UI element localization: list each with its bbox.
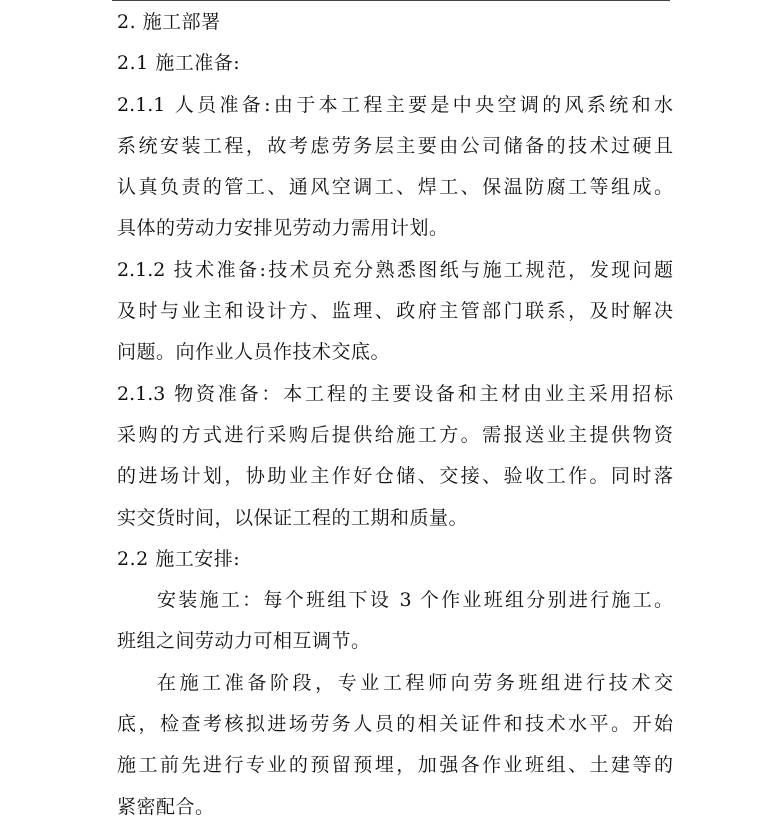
paragraph-personnel-preparation xyxy=(117,85,673,250)
paragraph-line: 的进场计划，协助业主作好仓储、交接、验收工作。同时落 xyxy=(117,465,673,488)
paragraph-line: 施工前先进行专业的预留预埋，加强各作业班组、土建等的 xyxy=(117,754,673,777)
paragraph-line: 班组之间劳动力可相互调节。 xyxy=(117,630,371,653)
paragraph-line: 2.1.3 物资准备：本工程的主要设备和主材由业主采用招标 xyxy=(117,382,673,405)
paragraph-line: 在施工准备阶段，专业工程师向劳务班组进行技术交 xyxy=(157,671,673,694)
paragraph-line: 问题。向作业人员作技术交底。 xyxy=(117,341,391,364)
heading-construction-arrangement: 2.2 施工安排: xyxy=(117,547,241,570)
top-rule-divider xyxy=(112,0,670,1)
paragraph-line: 2.1.2 技术准备:技术员充分熟悉图纸与施工规范，发现问题 xyxy=(117,258,673,281)
paragraph-line: 实交货时间，以保证工程的工期和质量。 xyxy=(117,506,469,529)
document-page xyxy=(117,2,673,828)
paragraph-line: 认真负责的管工、通风空调工、焊工、保温防腐工等组成。 xyxy=(117,176,673,199)
paragraph-line: 采购的方式进行采购后提供给施工方。需报送业主提供物资 xyxy=(117,423,673,446)
paragraph-installation xyxy=(117,580,673,663)
heading-construction-deployment: 2. 施工部署 xyxy=(117,11,221,33)
paragraph-technical-preparation xyxy=(117,250,673,374)
paragraph-line: 底，检查考核拟进场劳务人员的相关证件和技术水平。开始 xyxy=(117,713,673,736)
paragraph-materials-preparation xyxy=(117,374,673,539)
paragraph-line: 2.1.1 人员准备:由于本工程主要是中央空调的风系统和水 xyxy=(117,93,673,116)
paragraph-line: 系统安装工程，故考虑劳务层主要由公司储备的技术过硬且 xyxy=(117,134,673,157)
paragraph-line: 安装施工：每个班组下设 3 个作业班组分别进行施工。 xyxy=(157,589,673,612)
paragraph-preparation-stage xyxy=(117,663,673,828)
paragraph-line: 及时与业主和设计方、监理、政府主管部门联系，及时解决 xyxy=(117,300,673,323)
paragraph-line: 紧密配合。 xyxy=(117,795,215,818)
paragraph-line: 具体的劳动力安排见劳动力需用计划。 xyxy=(117,217,449,240)
heading-construction-preparation: 2.1 施工准备: xyxy=(117,52,241,75)
